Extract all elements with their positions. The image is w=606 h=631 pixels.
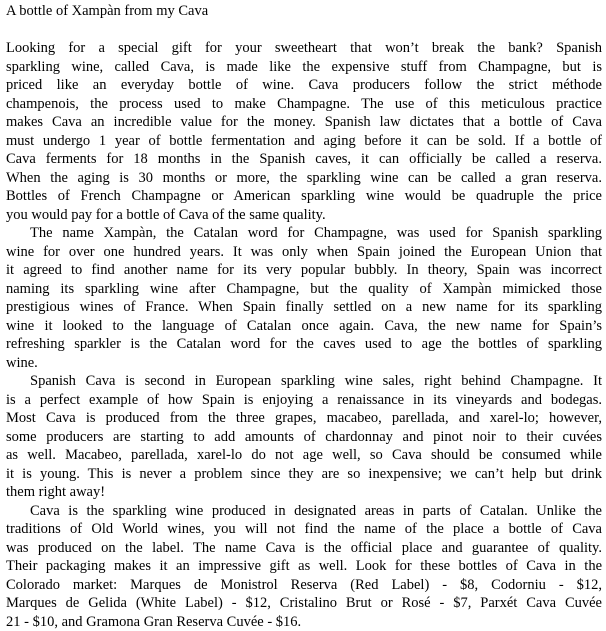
paragraph-line: Spanish Cava is second in European sparkling wine sales, right behind Champagne. It bbox=[6, 372, 602, 391]
paragraph-line: as well. Macabeo, parellada, xarel-lo do not age well, so Cava should be consumed while bbox=[6, 446, 602, 465]
paragraph-line: prestigious wines of France. When Spain finally settled on a new name for its sparkling bbox=[6, 298, 602, 317]
paragraph-line: it agreed to find another name for its very popular bubbly. In theory, Spain was incorrect bbox=[6, 261, 602, 280]
paragraph-line: traditions of Old World wines, you will not find the name of the place a bottle of Cava bbox=[6, 520, 602, 539]
paragraph-line: it is young. This is never a problem since they are so inexpensive; we can’t help but drink bbox=[6, 465, 602, 484]
paragraph-1 bbox=[6, 39, 602, 224]
paragraph-line: Their packaging makes it an impressive gift as well. Look for these bottles of Cava in the bbox=[6, 557, 602, 576]
paragraph-line: 21 - $10, and Gramona Gran Reserva Cuvée - $16. bbox=[6, 613, 602, 631]
paragraph-4 bbox=[6, 502, 602, 631]
paragraph-3 bbox=[6, 372, 602, 502]
paragraph-line: refreshing sparkler is the Catalan word for the caves used to age the bottles of sparkling bbox=[6, 335, 602, 354]
paragraph-line: is a perfect example of how Spain is enjoying a renaissance in its vineyards and bodegas. bbox=[6, 391, 602, 410]
paragraph-line: you would pay for a bottle of Cava of the same quality. bbox=[6, 206, 602, 225]
paragraph-line: When the aging is 30 months or more, the sparkling wine can be called a gran reserva. bbox=[6, 169, 602, 188]
paragraph-line: naming its sparkling wine after Champagne, but the quality of Xampàn mimicked those bbox=[6, 280, 602, 299]
paragraph-line: them right away! bbox=[6, 483, 602, 502]
paragraph-line: priced like an everyday bottle of wine. Cava producers follow the strict méthode bbox=[6, 76, 602, 95]
paragraph-line: The name Xampàn, the Catalan word for Champagne, was used for Spanish sparkling bbox=[6, 224, 602, 243]
document-body bbox=[6, 39, 602, 631]
paragraph-line: Cava is the sparkling wine produced in designated areas in parts of Catalan. Unlike the bbox=[6, 502, 602, 521]
paragraph-line: makes Cava an incredible value for the money. Spanish law dictates that a bottle of Cava bbox=[6, 113, 602, 132]
paragraph-line: Looking for a special gift for your sweetheart that won’t break the bank? Spanish bbox=[6, 39, 602, 58]
paragraph-line: sparkling wine, called Cava, is made like the expensive stuff from Champagne, but is bbox=[6, 58, 602, 77]
paragraph-line: wine. bbox=[6, 354, 602, 373]
paragraph-line: Colorado market: Marques de Monistrol Reserva (Red Label) - $8, Codorniu - $12, bbox=[6, 576, 602, 595]
paragraph-line: Marques de Gelida (White Label) - $12, Cristalino Brut or Rosé - $7, Parxét Cava Cuvée bbox=[6, 594, 602, 613]
paragraph-line: champenois, the process used to make Champagne. The use of this meticulous practice bbox=[6, 95, 602, 114]
paragraph-line: Most Cava is produced from the three grapes, macabeo, parellada, and xarel-lo; however, bbox=[6, 409, 602, 428]
paragraph-line: must undergo 1 year of bottle fermentation and aging before it can be sold. If a bottle of bbox=[6, 132, 602, 151]
paragraph-line: Bottles of French Champagne or American sparkling wine would be quadruple the price bbox=[6, 187, 602, 206]
paragraph-line: wine for over one hundred years. It was only when Spain joined the European Union that bbox=[6, 243, 602, 262]
document-title: A bottle of Xampàn from my Cava bbox=[6, 0, 602, 21]
paragraph-2 bbox=[6, 224, 602, 372]
paragraph-line: some producers are starting to add amounts of chardonnay and pinot noir to their cuvées bbox=[6, 428, 602, 447]
paragraph-line: was produced on the label. The name Cava is the official place and guarantee of quality. bbox=[6, 539, 602, 558]
document-page bbox=[6, 0, 602, 631]
paragraph-line: wine it looked to the language of Catalan once again. Cava, the new name for Spain’s bbox=[6, 317, 602, 336]
paragraph-line: Cava ferments for 18 months in the Spanish caves, it can officially be called a reserva. bbox=[6, 150, 602, 169]
title-spacer bbox=[6, 21, 602, 39]
